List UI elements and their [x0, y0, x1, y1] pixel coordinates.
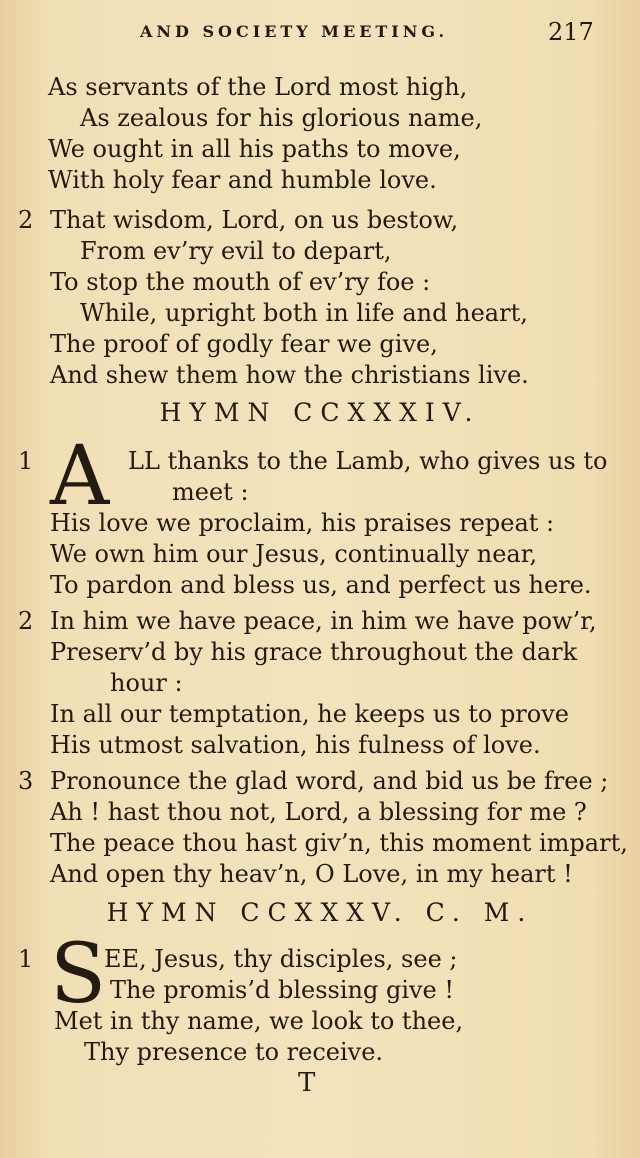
verse-line: To stop the mouth of ev’ry foe : — [50, 268, 431, 296]
verse-line: To pardon and bless us, and perfect us here. — [50, 571, 592, 599]
verse-line: Met in thy name, we look to thee, — [54, 1007, 464, 1035]
running-head: AND SOCIETY MEETING. — [140, 22, 449, 41]
stanza-number: 1 — [18, 945, 34, 973]
verse-line: Pronounce the glad word, and bid us be free ; — [50, 767, 609, 795]
verse-line: LL thanks to the Lamb, who gives us to — [128, 447, 608, 475]
drop-capital: A — [50, 429, 110, 524]
drop-capital: S — [50, 927, 107, 1022]
verse-line: EE, Jesus, thy disciples, see ; — [104, 945, 458, 973]
verse-line: hour : — [110, 669, 183, 697]
verse-line: The promis’d blessing give ! — [110, 976, 455, 1004]
verse-line: Ah ! hast thou not, Lord, a blessing for me ? — [50, 798, 587, 826]
verse-line: And shew them how the christians live. — [50, 361, 529, 389]
verse-line: His love we proclaim, his praises repeat : — [50, 509, 555, 537]
verse-line: In all our temptation, he keeps us to prove — [50, 700, 569, 728]
signature-mark: T — [298, 1068, 316, 1098]
verse-line: As zealous for his glorious name, — [80, 104, 483, 132]
verse-line: With holy fear and humble love. — [48, 166, 437, 194]
verse-line: And open thy heav’n, O Love, in my heart ! — [50, 860, 573, 888]
verse-line: meet : — [172, 478, 249, 506]
verse-line: The proof of godly fear we give, — [50, 330, 438, 358]
stanza-number: 2 — [18, 206, 34, 234]
verse-line: We ought in all his paths to move, — [48, 135, 461, 163]
verse-line: While, upright both in life and heart, — [80, 299, 528, 327]
hymn-title: HYMN CCXXXIV. — [159, 398, 481, 427]
verse-line: The peace thou hast giv’n, this moment impart, — [50, 829, 628, 857]
hymn-title: HYMN CCXXXV. C. M. — [106, 898, 534, 927]
stanza-number: 3 — [18, 767, 34, 795]
stanza-number: 2 — [18, 607, 34, 635]
verse-line: In him we have peace, in him we have pow’r, — [50, 607, 597, 635]
verse-line: Preserv’d by his grace throughout the dark — [50, 638, 578, 666]
stanza-number: 1 — [18, 447, 34, 475]
verse-line: Thy presence to receive. — [84, 1038, 384, 1066]
verse-line: From ev’ry evil to depart, — [80, 237, 392, 265]
verse-line: As servants of the Lord most high, — [48, 73, 468, 101]
page-number: 217 — [548, 18, 594, 46]
page-header — [0, 18, 640, 48]
verse-line: That wisdom, Lord, on us bestow, — [50, 206, 459, 234]
verse-line: His utmost salvation, his fulness of love. — [50, 731, 541, 759]
verse-line: We own him our Jesus, continually near, — [50, 540, 538, 568]
